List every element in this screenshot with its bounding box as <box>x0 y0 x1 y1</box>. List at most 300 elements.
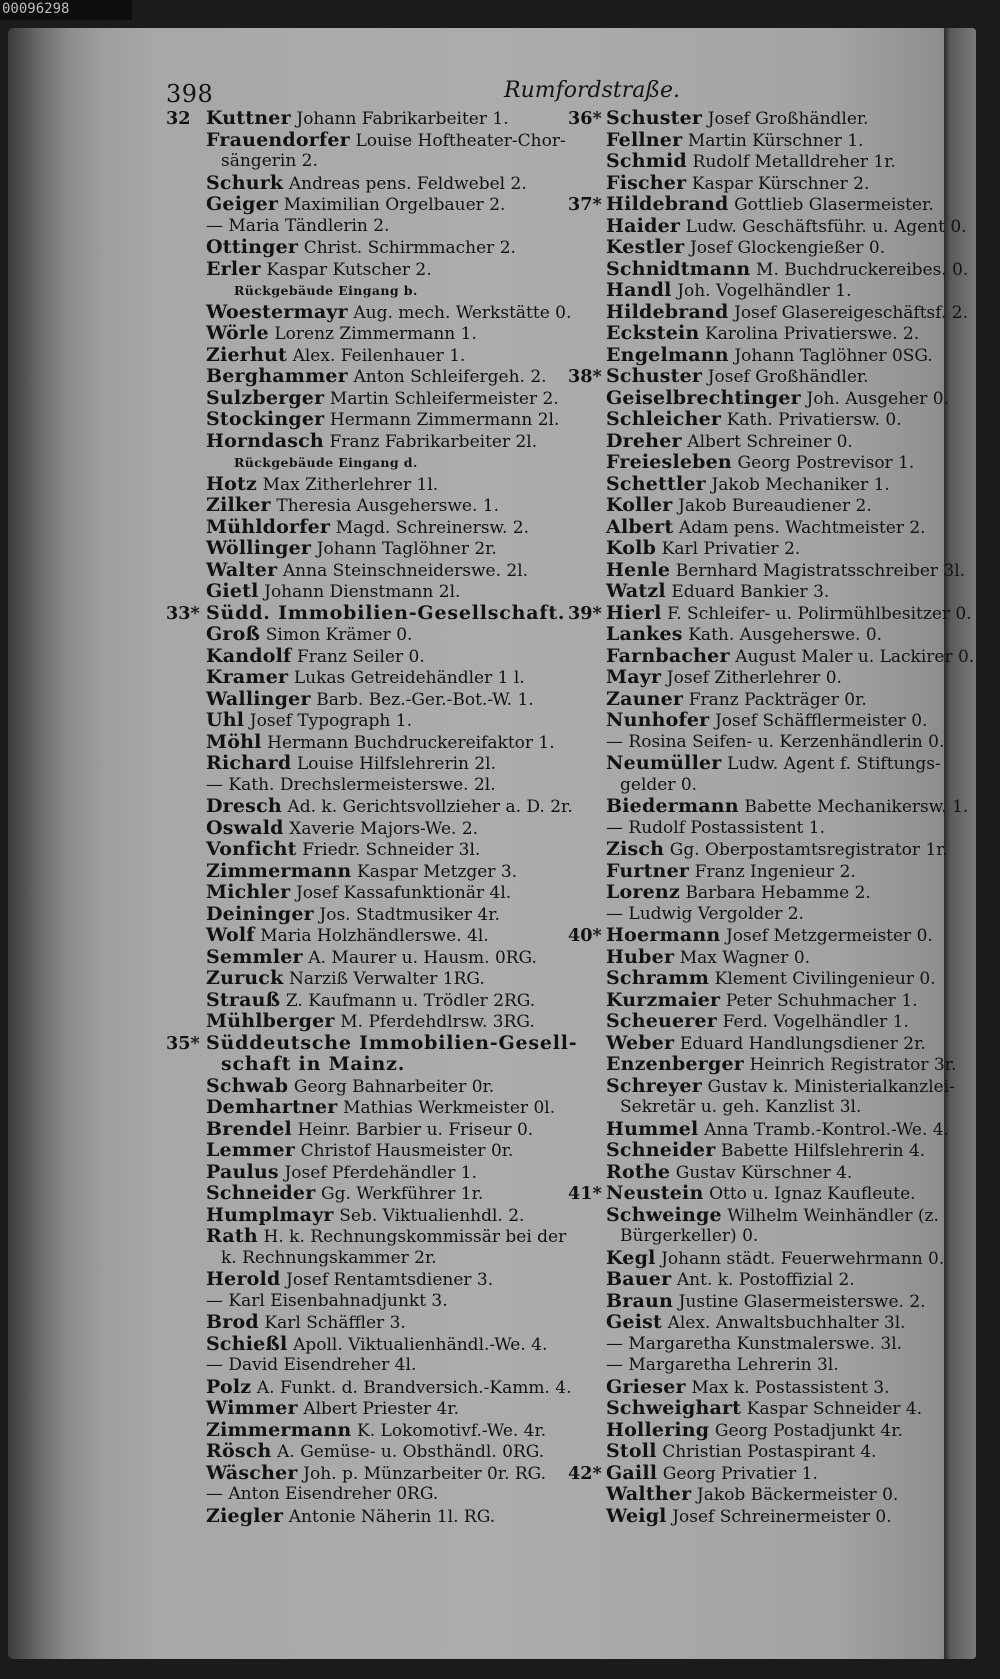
directory-line <box>568 968 976 990</box>
directory-line <box>568 603 976 625</box>
resident-name: Hummel <box>606 1117 699 1140</box>
resident-name: Biedermann <box>606 795 739 817</box>
directory-line <box>166 1398 551 1420</box>
directory-line <box>166 1225 567 1248</box>
directory-line <box>568 1398 976 1420</box>
directory-line <box>568 1119 976 1141</box>
resident-name: Schramm <box>606 967 710 989</box>
resident-name: Herold <box>206 1268 281 1290</box>
directory-line <box>568 624 976 646</box>
house-number: 39* <box>568 602 602 624</box>
resident-name: Gaill <box>606 1461 658 1484</box>
directory-line <box>166 128 566 152</box>
resident-name: Schmid <box>606 150 687 172</box>
directory-line <box>568 775 976 797</box>
resident-details: Christ. Schirmmacher 2. <box>303 238 516 258</box>
house-number: 37* <box>568 194 602 215</box>
resident-details: Ant. k. Postoffizial 2. <box>676 1270 855 1290</box>
directory-line <box>568 1248 976 1270</box>
directory-line <box>166 1054 551 1076</box>
resident-details: M. Buchdruckereibes. 0. <box>756 259 969 280</box>
house-number: 38* <box>568 366 602 387</box>
resident-details: Albert Schreiner 0. <box>687 431 853 452</box>
resident-details: Alex. Feilenhauer 1. <box>292 345 466 366</box>
directory-line <box>166 280 551 302</box>
resident-details: K. Lokomotivf.-We. 4r. <box>357 1420 547 1441</box>
resident-name: Schweighart <box>606 1397 742 1419</box>
resident-details: Josef Rentamtsdiener 3. <box>286 1270 494 1290</box>
directory-line <box>166 300 572 324</box>
directory-line <box>166 667 551 689</box>
resident-name: Hotz <box>206 472 257 495</box>
resident-details: M. Pferdehdlrsw. 3RG. <box>340 1012 535 1032</box>
resident-details: Christof Hausmeister 0r. <box>300 1141 514 1161</box>
directory-line <box>568 1420 976 1442</box>
entry-continuation: gelder 0. <box>620 774 698 795</box>
family-member-entry: — Margaretha Lehrerin 3l. <box>606 1355 839 1375</box>
resident-name: Schnidtmann <box>606 257 751 280</box>
directory-line <box>166 689 551 711</box>
resident-details: Joh. Vogelhändler 1. <box>677 281 852 301</box>
directory-line <box>166 1140 551 1162</box>
directory-line <box>568 388 976 410</box>
directory-line <box>166 1291 551 1313</box>
directory-line <box>568 409 976 431</box>
directory-line <box>166 151 551 173</box>
resident-name: Zilker <box>206 494 271 516</box>
directory-line <box>568 990 976 1012</box>
directory-line <box>166 1076 551 1098</box>
directory-line <box>166 904 551 926</box>
resident-name: Erler <box>206 257 261 280</box>
resident-details: Bernhard Magistratsschreiber 3l. <box>675 560 966 581</box>
resident-name: Fischer <box>606 171 687 194</box>
resident-details: Apoll. Viktualienhändl.-We. 4. <box>293 1334 548 1355</box>
resident-name: Sulzberger <box>206 386 325 409</box>
resident-name: Berghammer <box>206 365 348 387</box>
entry-continuation: Sekretär u. geh. Kanzlist 3l. <box>620 1097 862 1117</box>
resident-name: Schuster <box>606 365 703 387</box>
resident-name: Kurzmaier <box>606 988 721 1011</box>
directory-line <box>568 495 976 517</box>
entry-continuation: sängerin 2. <box>221 151 318 171</box>
resident-name: Wörle <box>206 322 269 344</box>
resident-details: A. Gemüse- u. Obsthändl. 0RG. <box>277 1442 545 1462</box>
rear-building-heading: Rückgebäude Eingang b. <box>234 283 418 298</box>
resident-details: Franz Packträger 0r. <box>688 689 867 710</box>
resident-name: Kegl <box>606 1246 656 1269</box>
resident-details: Adam pens. Wachtmeister 2. <box>678 517 926 538</box>
resident-details: Karl Schäffler 3. <box>264 1313 406 1333</box>
directory-line <box>166 431 551 453</box>
directory-line <box>568 1183 976 1205</box>
directory-line <box>166 818 551 840</box>
resident-details: Joh. p. Münzarbeiter 0r. RG. <box>303 1463 547 1484</box>
resident-name: Handl <box>606 279 672 301</box>
resident-name: Wäscher <box>206 1461 298 1484</box>
resident-details: Antonie Näherin 1l. RG. <box>288 1506 496 1527</box>
resident-name: Walther <box>606 1483 692 1505</box>
directory-line <box>166 408 560 431</box>
resident-name: Humplmayr <box>206 1203 334 1226</box>
directory-line <box>568 1205 976 1227</box>
resident-details: Eduard Handlungsdiener 2r. <box>679 1033 926 1054</box>
resident-details: Karolina Privatierswe. 2. <box>705 324 920 344</box>
resident-name: Freiesleben <box>606 451 732 473</box>
house-number: 40* <box>568 925 602 946</box>
directory-line <box>166 795 573 818</box>
directory-line <box>568 1484 976 1506</box>
resident-details: Franz Ingenieur 2. <box>694 861 856 882</box>
directory-line <box>166 1463 551 1485</box>
entry-continuation: Bürgerkeller) 0. <box>620 1226 759 1246</box>
resident-details: Aug. mech. Werkstätte 0. <box>353 302 572 323</box>
resident-name: Strauß <box>206 988 281 1011</box>
directory-line <box>568 1054 976 1076</box>
resident-name: Weigl <box>606 1504 667 1527</box>
resident-details: Max Zitherlehrer 1l. <box>262 474 439 495</box>
resident-details: Hermann Zimmermann 2l. <box>329 410 560 430</box>
directory-line <box>568 216 976 238</box>
page-number: 398 <box>166 80 214 108</box>
directory-line <box>166 108 551 130</box>
directory-line <box>568 667 976 689</box>
resident-name: Ziegler <box>206 1504 284 1527</box>
resident-details: Narziß Verwalter 1RG. <box>289 969 485 989</box>
resident-details: Georg Postrevisor 1. <box>737 453 915 473</box>
house-number: 42* <box>568 1462 602 1484</box>
directory-line <box>166 968 551 990</box>
resident-details: A. Funkt. d. Brandversich.-Kamm. 4. <box>256 1377 572 1398</box>
resident-details: Josef Großhändler. <box>707 109 869 129</box>
resident-details: Georg Bahnarbeiter 0r. <box>293 1076 495 1097</box>
resident-details: Josef Typograph 1. <box>249 711 412 731</box>
resident-name: Kramer <box>206 666 289 688</box>
directory-line <box>166 1011 551 1033</box>
resident-name: Schettler <box>606 472 706 495</box>
resident-name: Nunhofer <box>606 709 710 731</box>
directory-line <box>166 323 551 345</box>
directory-line <box>568 1506 976 1528</box>
family-member-entry: — Anton Eisendreher 0RG. <box>206 1484 439 1504</box>
resident-name: Geiger <box>206 193 279 215</box>
resident-details: Karl Privatier 2. <box>661 539 801 559</box>
resident-details: Kaspar Kutscher 2. <box>266 259 432 280</box>
directory-line <box>568 904 976 926</box>
resident-name: Dresch <box>206 795 282 817</box>
directory-line <box>166 1031 578 1055</box>
resident-details: Gottlieb Glasermeister. <box>734 195 934 215</box>
resident-details: Jakob Mechaniker 1. <box>711 474 890 495</box>
directory-line <box>568 280 976 302</box>
resident-name: Koller <box>606 494 673 516</box>
resident-name: Hierl <box>606 601 662 624</box>
resident-details: Joh. Ausgeher 0. <box>806 388 949 409</box>
resident-name: Schuster <box>606 107 703 129</box>
directory-line <box>568 839 976 861</box>
directory-line <box>166 947 551 969</box>
resident-name: Haider <box>606 214 681 237</box>
directory-line <box>166 1506 551 1528</box>
resident-details: Justine Glasermeisterswe. 2. <box>678 1291 926 1312</box>
resident-details: Peter Schuhmacher 1. <box>725 990 918 1011</box>
resident-details: Kath. Ausgeherswe. 0. <box>688 625 883 645</box>
resident-details: Babette Hilfslehrerin 4. <box>721 1141 926 1161</box>
resident-name: Schleicher <box>606 408 722 430</box>
directory-line <box>568 1441 976 1463</box>
directory-line <box>166 990 551 1012</box>
directory-line <box>568 345 976 367</box>
directory-line <box>166 259 551 281</box>
directory-line <box>166 237 551 259</box>
resident-details: Maria Holzhändlerswe. 4l. <box>260 926 489 946</box>
directory-line <box>166 538 551 560</box>
directory-line <box>568 302 976 324</box>
directory-line <box>166 646 551 668</box>
directory-line <box>568 947 976 969</box>
resident-name: Albert <box>606 515 674 538</box>
family-member-entry: — Margaretha Kunstmalerswe. 3l. <box>606 1333 903 1354</box>
directory-line <box>568 1334 976 1356</box>
resident-name: Kandolf <box>206 644 292 667</box>
directory-line <box>568 452 976 474</box>
directory-line <box>166 601 566 625</box>
directory-line <box>166 1248 551 1270</box>
resident-name: Furtner <box>606 859 690 882</box>
resident-details: Jos. Stadtmusiker 4r. <box>319 904 500 925</box>
resident-name: Woestermayr <box>206 300 348 323</box>
directory-line <box>568 1011 976 1033</box>
directory-line <box>568 194 976 216</box>
resident-name: Geist <box>606 1311 663 1333</box>
resident-name: Oswald <box>206 816 284 839</box>
directory-line <box>166 1441 551 1463</box>
resident-name: Mayr <box>606 666 662 688</box>
directory-line <box>166 1375 572 1399</box>
resident-name: Hollering <box>606 1418 710 1441</box>
family-member-entry: — Maria Tändlerin 2. <box>206 215 390 236</box>
directory-line <box>166 1420 551 1442</box>
resident-details: Kaspar Metzger 3. <box>357 861 518 882</box>
resident-name: Groß <box>206 623 261 645</box>
resident-name: Paulus <box>206 1160 279 1183</box>
directory-line <box>568 474 976 496</box>
resident-name: Kolb <box>606 537 657 559</box>
page-gutter-shadow <box>8 28 158 1659</box>
resident-details: Jakob Bureaudiener 2. <box>678 496 872 516</box>
resident-details: Friedr. Schneider 3l. <box>302 840 481 860</box>
directory-line <box>568 1377 976 1399</box>
family-member-entry: — Kath. Drechslermeisterswe. 2l. <box>206 774 496 795</box>
directory-line <box>568 237 976 259</box>
resident-name: Zimmermann <box>206 859 352 882</box>
directory-line <box>568 130 976 152</box>
resident-details: Max k. Postassistent 3. <box>691 1377 890 1398</box>
directory-line <box>166 882 551 904</box>
resident-details: Ferd. Vogelhändler 1. <box>722 1012 909 1032</box>
resident-details: Barbara Hebamme 2. <box>685 883 871 903</box>
resident-name: Richard <box>206 752 292 774</box>
house-number: 32 <box>166 108 191 129</box>
resident-details: Ludw. Geschäftsführ. u. Agent 0. <box>685 216 967 237</box>
family-member-entry: — Karl Eisenbahnadjunkt 3. <box>206 1290 448 1311</box>
resident-name: Watzl <box>606 580 666 602</box>
resident-details: Georg Privatier 1. <box>662 1463 818 1484</box>
directory-line <box>568 796 976 818</box>
resident-details: Christian Postaspirant 4. <box>662 1442 877 1462</box>
resident-details: Simon Krämer 0. <box>265 625 413 645</box>
resident-name: Geiselbrechtinger <box>606 386 801 409</box>
directory-line <box>166 1312 551 1334</box>
directory-line <box>568 925 976 947</box>
resident-name: Schießl <box>206 1332 288 1355</box>
house-number: 33* <box>166 602 200 624</box>
resident-name: Hildebrand <box>606 193 729 215</box>
directory-line <box>166 925 551 947</box>
house-number: 36* <box>568 108 602 129</box>
directory-line <box>166 839 551 861</box>
resident-details: Josef Schreinermeister 0. <box>672 1506 892 1527</box>
resident-details: Franz Fabrikarbeiter 2l. <box>329 431 538 452</box>
directory-line <box>568 1355 976 1377</box>
resident-name: Lorenz <box>606 881 680 903</box>
directory-line <box>568 1162 976 1184</box>
resident-details: Alex. Anwaltsbuchhalter 3l. <box>667 1313 906 1333</box>
directory-line <box>166 624 551 646</box>
resident-details: Klement Civilingenieur 0. <box>714 969 936 989</box>
resident-details: Babette Mechanikersw. 1. <box>744 797 969 817</box>
resident-details: Martin Schleifermeister 2. <box>329 388 559 409</box>
directory-line <box>568 560 976 582</box>
directory-line <box>568 646 976 668</box>
resident-name: Horndasch <box>206 429 324 452</box>
directory-line <box>568 710 976 732</box>
resident-name: Stockinger <box>206 408 325 430</box>
resident-name: Wallinger <box>206 687 311 710</box>
resident-name: Rothe <box>606 1160 671 1183</box>
resident-name: Demhartner <box>206 1096 338 1118</box>
resident-name: Hoermann <box>606 924 721 946</box>
directory-line <box>568 861 976 883</box>
directory-line <box>568 1312 976 1334</box>
resident-name: Brendel <box>206 1117 292 1140</box>
resident-details: Josef Kassafunktionär 4l. <box>295 883 512 903</box>
resident-details: Z. Kaufmann u. Trödler 2RG. <box>285 990 536 1011</box>
resident-details: Johann Taglöhner 0SG. <box>734 345 933 366</box>
directory-line <box>166 173 551 195</box>
resident-details: F. Schleifer- u. Polirmühlbesitzer 0. <box>667 603 972 624</box>
resident-name: Zimmermann <box>206 1418 352 1441</box>
resident-name: Zisch <box>606 838 665 860</box>
resident-details: Johann städt. Feuerwehrmann 0. <box>661 1248 945 1269</box>
directory-line <box>568 1269 976 1291</box>
resident-name: Polz <box>206 1375 252 1398</box>
resident-name: Enzenberger <box>606 1053 744 1075</box>
running-head: Rumfordstraße. <box>504 78 681 103</box>
directory-line <box>166 1162 551 1184</box>
resident-name: Michler <box>206 881 291 903</box>
directory-line <box>568 882 976 904</box>
resident-name: Bauer <box>606 1268 672 1290</box>
directory-line <box>568 108 976 130</box>
resident-name: Walter <box>206 558 278 581</box>
resident-details: Franz Seiler 0. <box>296 646 425 667</box>
directory-line <box>166 1205 551 1227</box>
directory-line <box>568 1097 976 1119</box>
directory-line <box>568 753 976 775</box>
resident-name: Rösch <box>206 1440 272 1462</box>
resident-name: Huber <box>606 945 675 968</box>
resident-details: Kath. Privatiersw. 0. <box>726 410 902 430</box>
resident-details: August Maler u. Lackirer 0. <box>735 646 975 667</box>
resident-name: Frauendorfer <box>206 128 350 151</box>
resident-details: Andreas pens. Feldwebel 2. <box>288 173 527 194</box>
resident-details: Kaspar Schneider 4. <box>746 1399 923 1419</box>
directory-line <box>568 581 976 603</box>
house-number: 41* <box>568 1183 602 1204</box>
resident-details: Gustav k. Ministerialkanzlei- <box>707 1076 955 1097</box>
resident-name: Brod <box>206 1311 259 1333</box>
resident-name: Schurk <box>206 171 284 194</box>
resident-details: Anton Schleifergeh. 2. <box>353 367 547 387</box>
directory-line <box>166 1119 551 1141</box>
resident-details: Magd. Schreinersw. 2. <box>335 517 529 538</box>
resident-name: Grieser <box>606 1375 686 1398</box>
directory-line <box>568 818 976 840</box>
family-member-entry: — David Eisendreher 4l. <box>206 1355 417 1375</box>
resident-details: Ludw. Agent f. Stiftungs- <box>727 754 941 774</box>
resident-name: Uhl <box>206 709 245 731</box>
directory-line <box>568 366 976 388</box>
directory-line <box>568 151 976 173</box>
resident-details: Gg. Werkführer 1r. <box>321 1184 484 1204</box>
resident-name: Semmler <box>206 945 303 968</box>
resident-details: Maximilian Orgelbauer 2. <box>283 195 506 215</box>
resident-details: Josef Pferdehändler 1. <box>284 1162 477 1183</box>
resident-details: Johann Taglöhner 2r. <box>316 539 497 559</box>
resident-details: A. Maurer u. Hausm. 0RG. <box>308 947 537 968</box>
entry-continuation: k. Rechnungskammer 2r. <box>221 1247 437 1268</box>
resident-name: Dreher <box>606 429 682 452</box>
resident-details: H. k. Rechnungskommissär bei der <box>263 1227 567 1247</box>
resident-details: Anna Tramb.-Kontrol.-We. 4. <box>704 1119 949 1140</box>
resident-name: Mühlberger <box>206 1010 335 1032</box>
directory-line <box>568 538 976 560</box>
resident-details: Josef Glasereigeschäftsf. 2. <box>734 302 968 323</box>
resident-name: Zierhut <box>206 343 287 366</box>
resident-details: Jakob Bäckermeister 0. <box>696 1485 899 1505</box>
resident-details: Xaverie Majors-We. 2. <box>289 818 479 839</box>
directory-line <box>166 452 551 474</box>
left-column <box>166 107 578 1527</box>
resident-details: Mathias Werkmeister 0l. <box>343 1098 556 1118</box>
resident-details: Lukas Getreidehändler 1 l. <box>293 668 525 688</box>
resident-details: Heinr. Barbier u. Friseur 0. <box>297 1119 534 1140</box>
directory-line <box>166 1484 551 1506</box>
directory-line <box>166 581 551 603</box>
resident-name: Engelmann <box>606 343 729 366</box>
resident-details: Louise Hilfslehrerin 2l. <box>297 754 497 774</box>
directory-line <box>568 732 976 754</box>
resident-name: Möhl <box>206 730 262 753</box>
directory-line <box>166 861 551 883</box>
resident-name: Stoll <box>606 1440 657 1462</box>
resident-details: Josef Zitherlehrer 0. <box>666 668 842 688</box>
directory-line <box>166 753 551 775</box>
resident-name: Weber <box>606 1031 675 1054</box>
resident-details: Otto u. Ignaz Kaufleute. <box>709 1184 916 1204</box>
directory-line <box>568 1226 976 1248</box>
